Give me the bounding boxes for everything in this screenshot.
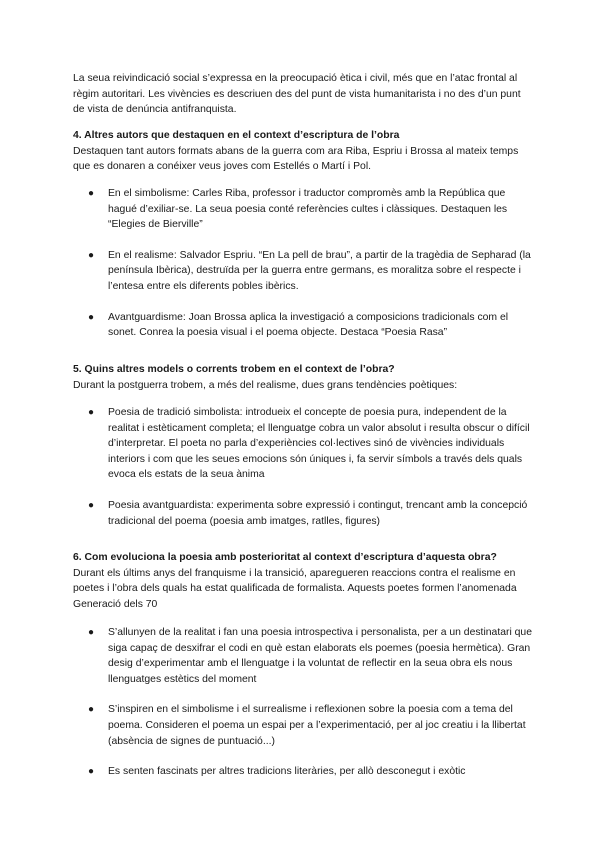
- list-item: ● En el realisme: Salvador Espriu. “En La pell de brau”, a partir de la tragèdia de Sepharad (la península Ibèrica), destruïda per la guerra entre germans, es moralitza sobre el respecte i l’entesa entre els diferents pobles ibèrics.: [88, 249, 531, 292]
- section-6-text: Durant els últims anys del franquisme i la transició, aparegueren reaccions contra el realisme en poetes i l’obra dels quals ha estat qualificada de formalista. Aquests poetes formen l’anomenada Generació dels 70: [73, 567, 517, 610]
- section-6-heading: 6. Com evoluciona la poesia amb posterioritat al context d’escriptura d’aquesta obra?: [73, 552, 497, 563]
- section-4: [73, 128, 533, 175]
- section-5-bullets: [88, 405, 533, 529]
- section-4-bullets: [88, 186, 533, 341]
- bullet-icon: ●: [88, 766, 95, 778]
- list-item: ● En el simbolisme: Carles Riba, professor i traductor compromès amb la República que hagué d’exiliar-se. La seua poesia conté referències cultes i clàssiques. Destaquen les “Elegies de Bierville”: [88, 188, 508, 231]
- list-item: ● S’inspiren en el simbolisme i el surrealisme i reflexionen sobre la poesia com a tema del poema. Consideren el poema un espai per a l’experimentació, per al joc creatiu i la llibertat (absència de signes de puntuació...): [88, 704, 526, 747]
- section-4-text: Destaquen tant autors formats abans de la guerra com ara Riba, Espriu i Brossa al mateix temps que es donaren a conéixer veus joves com Estellés o Martí i Pol.: [73, 145, 519, 173]
- bullet-icon: ●: [88, 704, 95, 716]
- section-5-text: Durant la postguerra trobem, a més del realisme, dues grans tendències poètiques:: [73, 379, 458, 391]
- list-item: ● S’allunyen de la realitat i fan una poesia introspectiva i personalista, per a un destinatari que siga capaç de desxifrar el codi en què estan elaborats els poemes (poesia hermètica). Gran desig d’experimentar amb el llenguatge i la voluntat de reflectir en la seua obra els nous llenguatges estètics del moment: [88, 627, 532, 685]
- bullet-icon: ●: [88, 499, 95, 511]
- section-4-heading: 4. Altres autors que destaquen en el context d’escriptura de l’obra: [73, 130, 400, 141]
- bullet-icon: ●: [88, 249, 95, 261]
- intro-text: La seua reivindicació social s’expressa en la preocupació ètica i civil, més que en l’atac frontal al règim autoritari. Les vivències es descriuen des del punt de vista humanitarista i no des d’un punt de vista de denúncia antifranquista.: [73, 73, 521, 116]
- bullet-icon: ●: [88, 311, 95, 323]
- list-item: ● Avantguardisme: Joan Brossa aplica la investigació a composicions tradicionals com el sonet. Conrea la poesia visual i el poema objecte. Destaca “Poesia Rasa”: [88, 311, 509, 339]
- intro-paragraph: [73, 71, 533, 118]
- list-item: ● Es senten fascinats per altres tradicions literàries, per allò desconegut i exòtic: [88, 764, 533, 780]
- section-5: [73, 362, 533, 393]
- section-5-heading: 5. Quins altres models o corrents trobem en el context de l’obra?: [73, 364, 395, 375]
- section-6: [73, 550, 533, 612]
- list-item: ● Poesia de tradició simbolista: introdueix el concepte de poesia pura, independent de la realitat i estèticament completa; el llenguatge cobra un valor absolut i resulta obscur o difícil d’interpretar. El poeta no parla d’experiències col·lectives sinó de vivències individuals interiors i com que les seues emocions són úniques i, fa servir símbols a través dels quals evoca els estats de la seua ànima: [88, 407, 530, 481]
- bullet-icon: ●: [88, 627, 95, 638]
- bullet-icon: ●: [88, 407, 95, 418]
- section-6-bullets: [88, 625, 533, 780]
- bullet-icon: ●: [88, 188, 95, 199]
- list-item: ● Poesia avantguardista: experimenta sobre expressió i contingut, trencant amb la concepció tradicional del poema (poesia amb imatges, ratlles, figures): [88, 499, 528, 527]
